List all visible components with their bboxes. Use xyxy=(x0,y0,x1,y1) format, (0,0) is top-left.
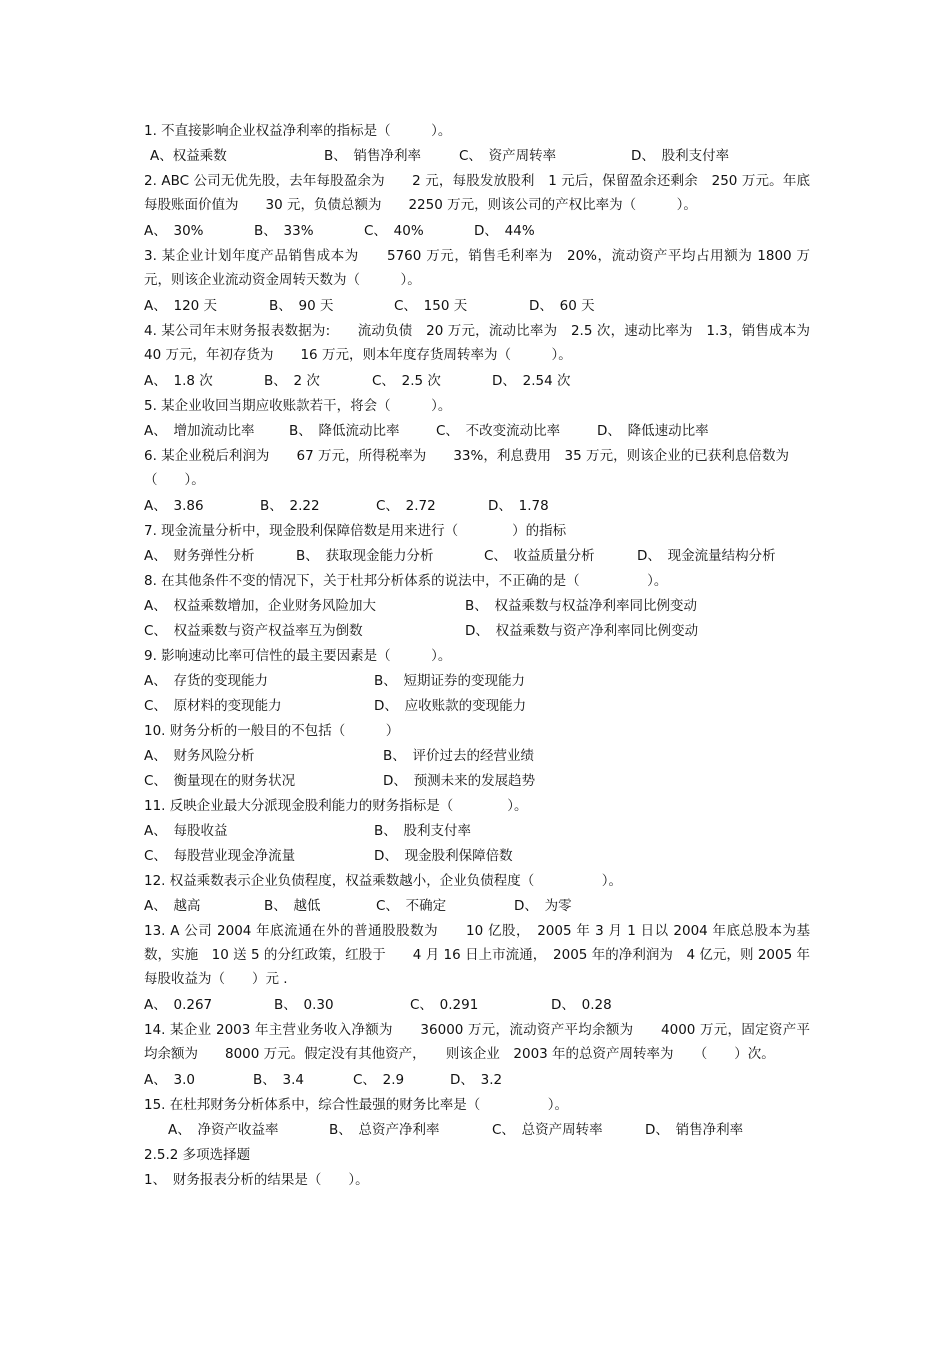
question-stem: 14. 某企业 2003 年主营业务收入净额为 36000 万元，流动资产平均余额为 4000 万元，固定资产平均余额为 8000 万元。假定没有其他资产， 则该企业 2003 年的总资产周转率为 （ ）次。 xyxy=(144,1022,810,1062)
option-c: C、 权益乘数与资产权益率互为倒数 xyxy=(144,623,363,639)
option-d: D、 60 天 xyxy=(529,298,595,314)
question-stem: 6. 某企业税后利润为 67 万元，所得税率为 33%，利息费用 35 万元，则该企业的已获利息倍数为（ ）。 xyxy=(144,448,789,488)
question-options xyxy=(144,819,810,844)
option-d: D、 降低速动比率 xyxy=(597,423,709,439)
option-b: B、 获取现金能力分析 xyxy=(296,548,434,564)
option-d: D、 44% xyxy=(474,223,535,239)
option-c: C、 40% xyxy=(364,223,424,239)
option-c: C、 原材料的变现能力 xyxy=(144,698,282,714)
question-options xyxy=(144,294,810,319)
option-a: A、 30% xyxy=(144,223,204,239)
option-a: A、 0.267 xyxy=(144,997,213,1013)
option-c: C、 2.72 xyxy=(376,498,436,514)
option-d: D、 3.2 xyxy=(450,1072,503,1088)
question-stem: 11. 反映企业最大分派现金股利能力的财务指标是（ ）。 xyxy=(144,798,528,814)
option-d: D、 股利支付率 xyxy=(631,148,730,164)
option-d: D、 0.28 xyxy=(551,997,612,1013)
question-options xyxy=(144,894,810,919)
option-a: A、 3.0 xyxy=(144,1072,195,1088)
option-c: C、 衡量现在的财务状况 xyxy=(144,773,296,789)
question-stem: 15. 在杜邦财务分析体系中，综合性最强的财务比率是（ ）。 xyxy=(144,1097,569,1113)
question-options xyxy=(144,219,810,244)
option-b: B、 0.30 xyxy=(274,997,334,1013)
question-stem: 1. 不直接影响企业权益净利率的指标是（ ）。 xyxy=(144,123,452,139)
option-c: C、 收益质量分析 xyxy=(484,548,595,564)
option-b: B、 90 天 xyxy=(269,298,334,314)
option-c: C、 每股营业现金净流量 xyxy=(144,848,296,864)
option-d: D、 2.54 次 xyxy=(492,373,571,389)
question-stem: 13. A 公司 2004 年底流通在外的普通股股数为 10 亿股， 2005 年 3 月 1 日以 2004 年底总股本为基数，实施 10 送 5 的分红政策，红股于 4 月 16 日上市流通， 2005 年的净利润为 4 亿元，则 2005 年每股收益为（ ）元 . xyxy=(144,923,810,987)
option-c: C、 不确定 xyxy=(376,898,447,914)
option-a: A、 财务弹性分析 xyxy=(144,548,255,564)
option-c: C、 2.9 xyxy=(353,1072,405,1088)
option-b: B、 2 次 xyxy=(264,373,320,389)
question-options xyxy=(144,494,810,519)
option-d: D、 预测未来的发展趋势 xyxy=(383,773,536,789)
option-c: C、 资产周转率 xyxy=(459,148,557,164)
question-options xyxy=(144,594,810,619)
option-a: A、 1.8 次 xyxy=(144,373,213,389)
multi-question-stem: 1、 财务报表分析的结果是（ ）。 xyxy=(144,1172,369,1188)
question-options xyxy=(144,694,810,719)
option-c: C、 不改变流动比率 xyxy=(436,423,561,439)
question-options xyxy=(144,369,810,394)
option-d: D、 权益乘数与资产净利率同比例变动 xyxy=(465,623,699,639)
question-options xyxy=(144,844,810,869)
section-heading: 2.5.2 多项选择题 xyxy=(144,1147,251,1163)
option-d: D、 现金流量结构分析 xyxy=(637,548,776,564)
question-options xyxy=(144,993,810,1018)
option-d: D、 销售净利率 xyxy=(645,1122,744,1138)
option-b: B、 短期证券的变现能力 xyxy=(374,673,526,689)
option-c: C、 2.5 次 xyxy=(372,373,441,389)
option-b: B、 3.4 xyxy=(253,1072,304,1088)
question-stem: 10. 财务分析的一般目的不包括（ ） xyxy=(144,723,400,739)
question-stem: 8. 在其他条件不变的情况下，关于杜邦分析体系的说法中，不正确的是（ ）。 xyxy=(144,573,668,589)
option-c: C、 总资产周转率 xyxy=(492,1122,603,1138)
option-a: A、 3.86 xyxy=(144,498,204,514)
option-c: C、 0.291 xyxy=(410,997,479,1013)
option-a: A、 越高 xyxy=(144,898,201,914)
question-list xyxy=(144,119,824,1193)
question-stem: 12. 权益乘数表示企业负债程度，权益乘数越小，企业负债程度（ ）。 xyxy=(144,873,623,889)
option-b: B、 评价过去的经营业绩 xyxy=(383,748,535,764)
question-stem: 9. 影响速动比率可信性的最主要因素是（ ）。 xyxy=(144,648,452,664)
option-a: A、权益乘数 xyxy=(150,148,227,164)
question-stem: 4. 某公司年末财务报表数据为: 流动负债 20 万元，流动比率为 2.5 次，速动比率为 1.3，销售成本为 40 万元，年初存货为 16 万元，则本年度存货周转率为（ ）。 xyxy=(144,323,824,363)
option-b: B、 越低 xyxy=(264,898,321,914)
option-b: B、 销售净利率 xyxy=(324,148,422,164)
option-a: A、 权益乘数增加，企业财务风险加大 xyxy=(144,598,376,614)
option-a: A、 净资产收益率 xyxy=(168,1122,279,1138)
question-stem: 5. 某企业收回当期应收账款若干，将会（ ）。 xyxy=(144,398,452,414)
question-options xyxy=(144,419,810,444)
option-b: B、 2.22 xyxy=(260,498,320,514)
question-stem: 3. 某企业计划年度产品销售成本为 5760 万元，销售毛利率为 20%，流动资产平均占用额为 1800 万元，则该企业流动资金周转天数为（ ）。 xyxy=(144,248,810,288)
option-b: B、 总资产净利率 xyxy=(329,1122,440,1138)
option-a: A、 120 天 xyxy=(144,298,218,314)
option-d: D、 现金股利保障倍数 xyxy=(374,848,513,864)
question-stem: 2. ABC 公司无优先股，去年每股盈余为 2 元，每股发放股利 1 元后，保留盈余还剩余 250 万元。年底每股账面价值为 30 元，负债总额为 2250 万元，则该公司的产权比率为（ ）。 xyxy=(144,173,810,213)
question-options xyxy=(144,744,810,769)
question-options xyxy=(144,144,810,169)
option-d: D、 为零 xyxy=(514,898,572,914)
option-a: A、 存货的变现能力 xyxy=(144,673,268,689)
option-a: A、 增加流动比率 xyxy=(144,423,255,439)
option-d: D、 1.78 xyxy=(488,498,549,514)
option-b: B、 股利支付率 xyxy=(374,823,472,839)
question-options xyxy=(144,1118,810,1143)
question-options xyxy=(144,1068,810,1093)
question-options xyxy=(144,669,810,694)
question-options xyxy=(144,769,810,794)
option-d: D、 应收账款的变现能力 xyxy=(374,698,527,714)
question-options xyxy=(144,544,810,569)
question-stem: 7. 现金流量分析中，现金股利保障倍数是用来进行（ ）的指标 xyxy=(144,523,567,539)
option-c: C、 150 天 xyxy=(394,298,468,314)
option-b: B、 33% xyxy=(254,223,314,239)
question-options xyxy=(144,619,810,644)
option-a: A、 财务风险分析 xyxy=(144,748,255,764)
option-b: B、 权益乘数与权益净利率同比例变动 xyxy=(465,598,698,614)
option-a: A、 每股收益 xyxy=(144,823,228,839)
option-b: B、 降低流动比率 xyxy=(289,423,400,439)
